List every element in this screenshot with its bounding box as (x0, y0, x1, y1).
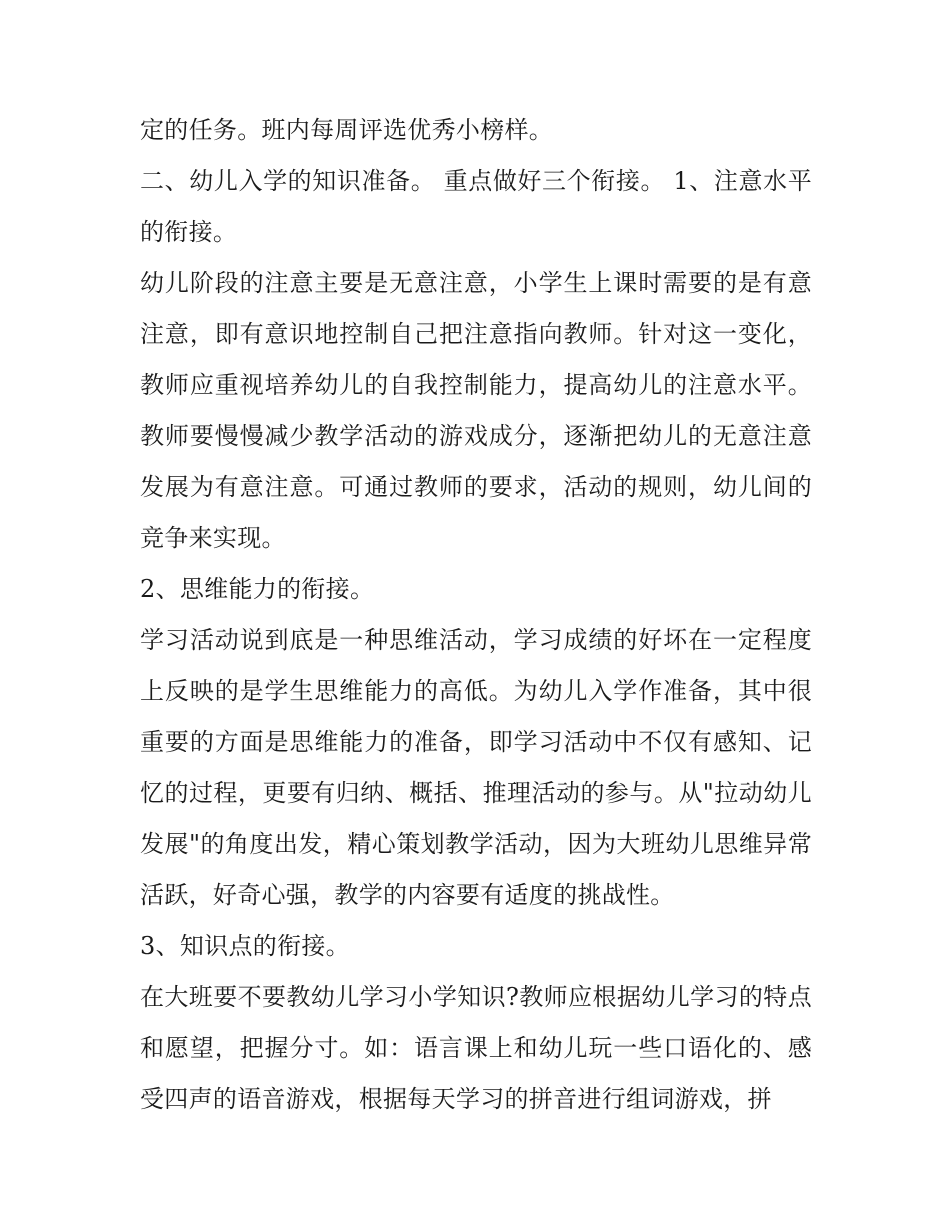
paragraph-knowledge-points: 在大班要不要教幼儿学习小学知识?教师应根据幼儿学习的特点和愿望，把握分寸。如：语言课上和幼儿玩一些口语化的、感受四声的语音游戏，根据每天学习的拼音进行组词游戏，拼 (140, 983, 812, 1113)
heading-thinking-ability: 2、思维能力的衔接。 (140, 575, 375, 603)
document-body (140, 105, 812, 1125)
paragraph-attention-level: 幼儿阶段的注意主要是无意注意，小学生上课时需要的是有意注意，即有意识地控制自己把注意指向教师。针对这一变化，教师应重视培养幼儿的自我控制能力，提高幼儿的注意水平。教师要慢慢减少教学活动的游戏成分，逐渐把幼儿的无意注意发展为有意注意。可通过教师的要求，活动的规则，幼儿间的竞争来实现。 (140, 269, 812, 552)
paragraph-knowledge-prep-heading: 二、幼儿入学的知识准备。 重点做好三个衔接。 1、注意水平的衔接。 (140, 167, 812, 246)
paragraph-task-summary: 定的任务。班内每周评选优秀小榜样。 (140, 116, 554, 144)
heading-knowledge-points: 3、知识点的衔接。 (140, 932, 350, 960)
paragraph-thinking-ability: 学习活动说到底是一种思维活动，学习成绩的好坏在一定程度上反映的是学生思维能力的高低。为幼儿入学作准备，其中很重要的方面是思维能力的准备，即学习活动中不仅有感知、记忆的过程，更要有归纳、概括、推理活动的参与。从"拉动幼儿发展"的角度出发，精心策划教学活动，因为大班幼儿思维异常活跃，好奇心强，教学的内容要有适度的挑战性。 (140, 626, 812, 909)
